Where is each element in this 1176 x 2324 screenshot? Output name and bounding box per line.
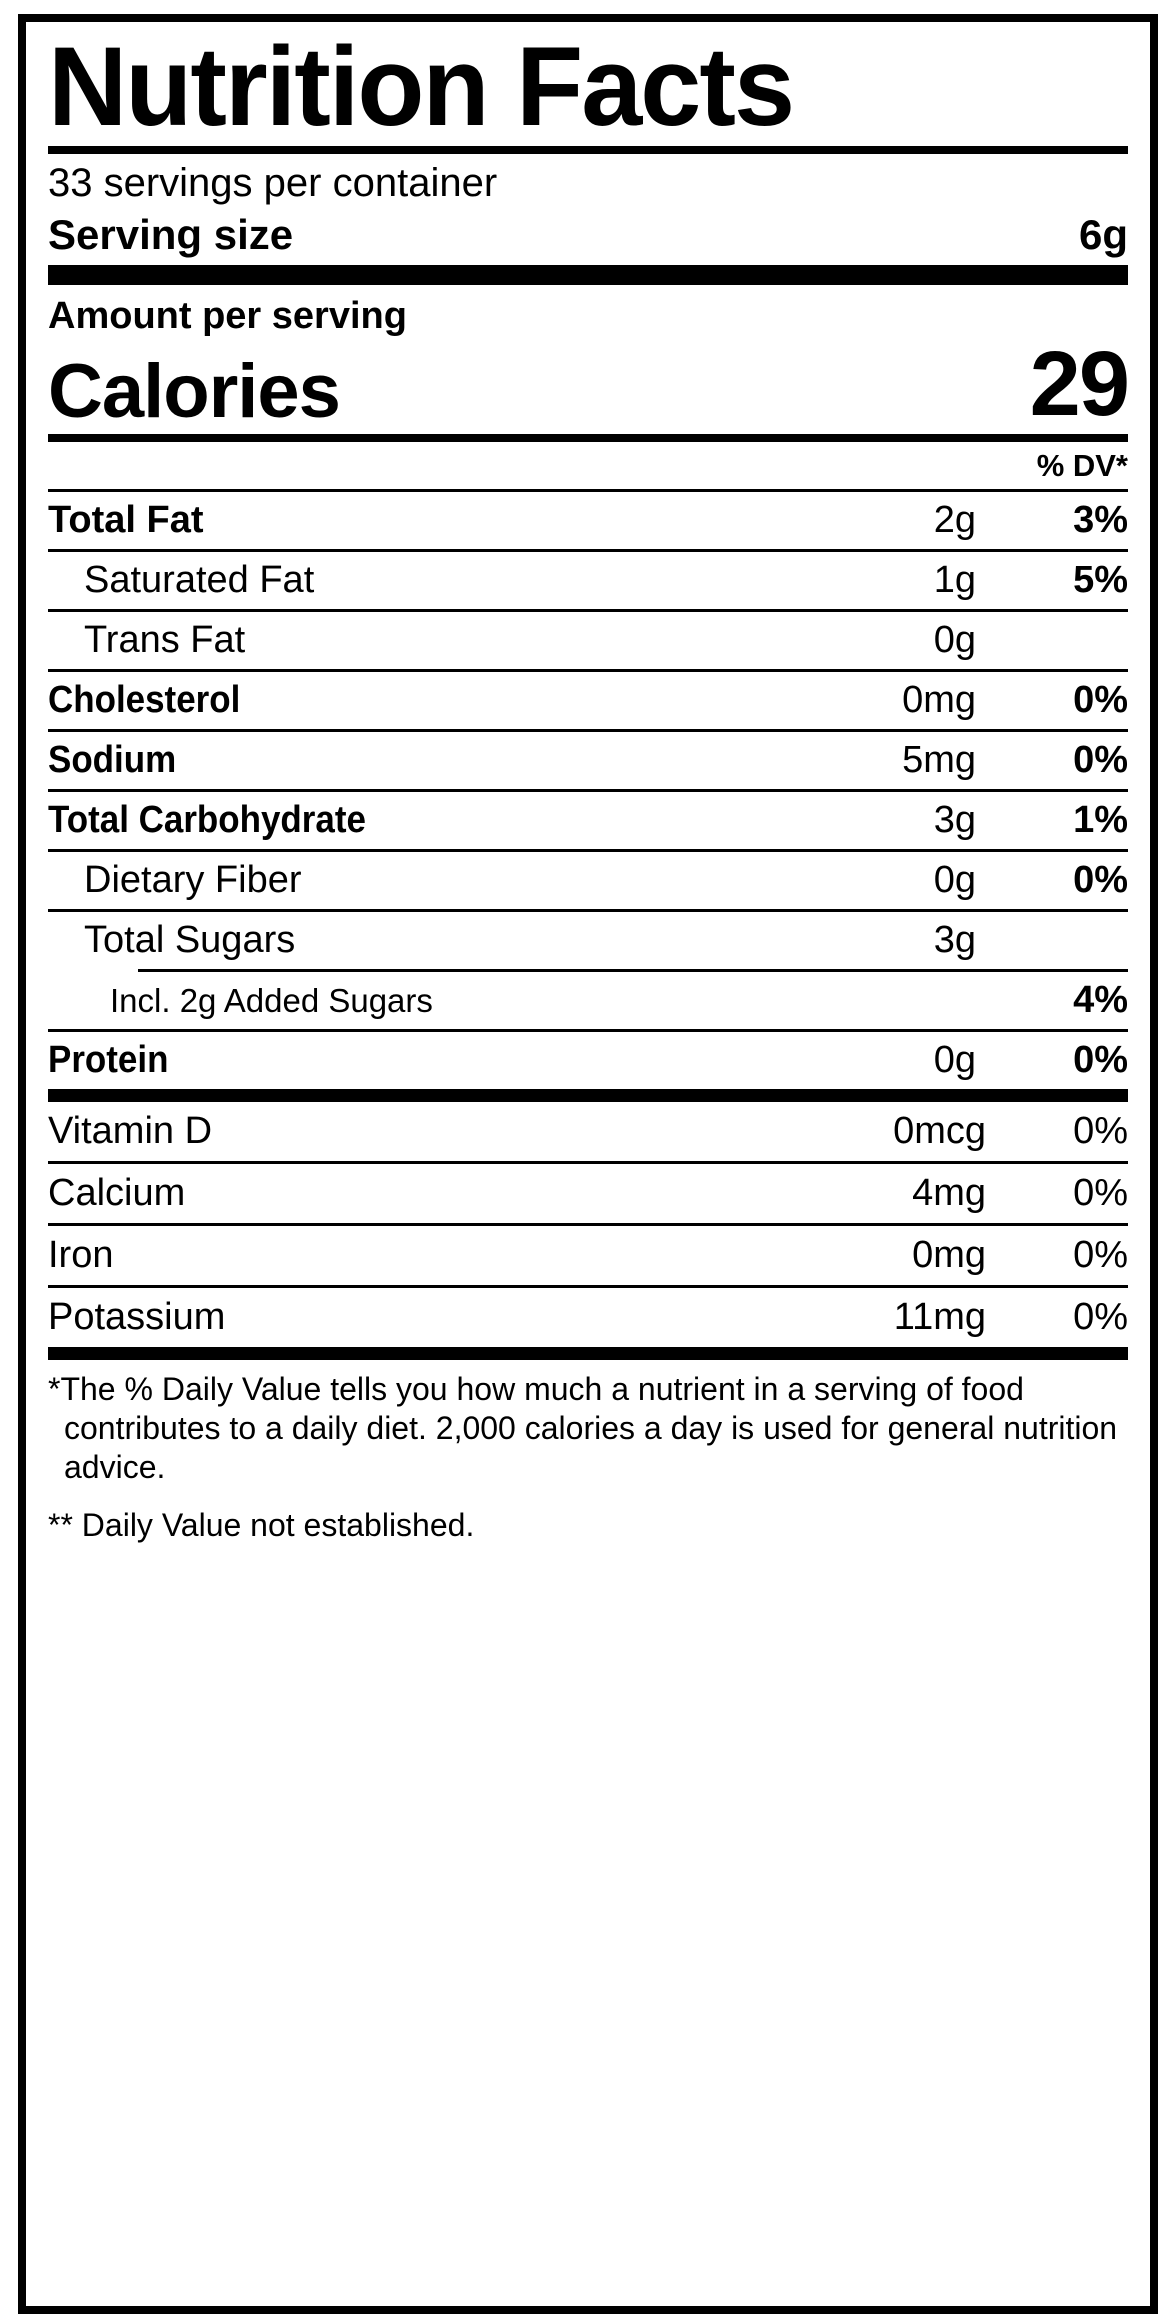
nutrient-dv: 3% [1073, 499, 1128, 542]
nutrient-dv: 0% [1073, 859, 1128, 902]
nutrient-dv: 0% [1073, 679, 1128, 722]
vitamin-amount: 0mcg [893, 1110, 986, 1153]
calories-label: Calories [48, 349, 340, 435]
nutrient-row-protein [48, 1032, 1128, 1089]
nutrient-name: Total Fat [48, 499, 204, 542]
nutrient-amount: 1g [933, 559, 976, 602]
vitamin-row-iron [48, 1226, 1128, 1285]
nutrient-dv: 1% [1073, 799, 1128, 842]
daily-value-header: % DV* [1036, 448, 1128, 484]
nutrition-facts-label [18, 14, 1158, 2314]
divider-footnote-top [48, 1347, 1128, 1360]
vitamin-dv: 0% [1073, 1296, 1128, 1339]
vitamin-row-potassium [48, 1288, 1128, 1347]
nutrient-name: Incl. 2g Added Sugars [110, 982, 433, 1020]
vitamin-row-vitamin-d [48, 1102, 1128, 1161]
vitamin-amount: 4mg [912, 1172, 986, 1215]
nutrient-amount: 0g [933, 859, 976, 902]
nutrient-row-total-carbohydrate [48, 792, 1128, 849]
vitamin-name: Potassium [48, 1296, 226, 1339]
nutrient-name: Protein [48, 1039, 169, 1082]
nutrient-name: Dietary Fiber [84, 859, 302, 902]
nutrient-dv: 5% [1073, 559, 1128, 602]
nutrient-amount: 0mg [902, 679, 976, 722]
nutrient-dv: 0% [1073, 1039, 1128, 1082]
nutrient-amount: 3g [933, 799, 976, 842]
daily-value-not-established-footnote: ** Daily Value not established. [48, 1506, 475, 1543]
calories-value: 29 [1029, 333, 1128, 436]
servings-per-container: 33 servings per container [48, 161, 498, 206]
page-title: Nutrition Facts [48, 24, 794, 149]
nutrient-amount: 5mg [902, 739, 976, 782]
nutrient-row-total-fat [48, 492, 1128, 549]
nutrient-row-trans-fat [48, 612, 1128, 669]
nutrient-row-sodium [48, 732, 1128, 789]
nutrient-amount: 3g [933, 919, 976, 962]
vitamin-name: Iron [48, 1234, 114, 1277]
vitamin-row-calcium [48, 1164, 1128, 1223]
divider-vitamins-top [48, 1089, 1128, 1102]
nutrient-row-total-sugars [48, 912, 1128, 969]
vitamin-dv: 0% [1073, 1172, 1128, 1215]
nutrient-row-dietary-fiber [48, 852, 1128, 909]
divider-serving [48, 265, 1128, 285]
serving-size-row [48, 209, 1128, 265]
vitamin-dv: 0% [1073, 1110, 1128, 1153]
vitamin-name: Calcium [48, 1172, 186, 1215]
serving-size-value: 6g [1078, 211, 1128, 259]
vitamin-amount: 0mg [912, 1234, 986, 1277]
nutrient-row-saturated-fat [48, 552, 1128, 609]
nutrient-name: Sodium [48, 739, 177, 782]
calories-row [48, 333, 1128, 436]
serving-size-label: Serving size [48, 211, 294, 259]
vitamin-name: Vitamin D [48, 1110, 213, 1153]
nutrient-name: Total Carbohydrate [48, 799, 366, 842]
nutrient-row-cholesterol [48, 672, 1128, 729]
nutrient-name: Trans Fat [84, 619, 246, 662]
nutrient-name: Cholesterol [48, 679, 241, 722]
nutrient-row-added-sugars [48, 972, 1128, 1029]
divider-calories [48, 434, 1128, 442]
vitamin-dv: 0% [1073, 1234, 1128, 1277]
nutrient-amount: 0g [933, 619, 976, 662]
nutrient-amount: 0g [933, 1039, 976, 1082]
nutrient-name: Total Sugars [84, 919, 296, 962]
amount-per-serving-label: Amount per serving [48, 295, 407, 338]
nutrient-dv: 0% [1073, 739, 1128, 782]
nutrient-dv: 4% [1073, 979, 1128, 1022]
vitamin-amount: 11mg [893, 1296, 986, 1339]
nutrient-name: Saturated Fat [84, 559, 315, 602]
daily-value-footnote: *The % Daily Value tells you how much a nutrient in a serving of food contributes to a daily diet. 2,000 calories a day is used for general nutrition advice. [48, 1371, 1118, 1486]
nutrient-amount: 2g [933, 499, 976, 542]
